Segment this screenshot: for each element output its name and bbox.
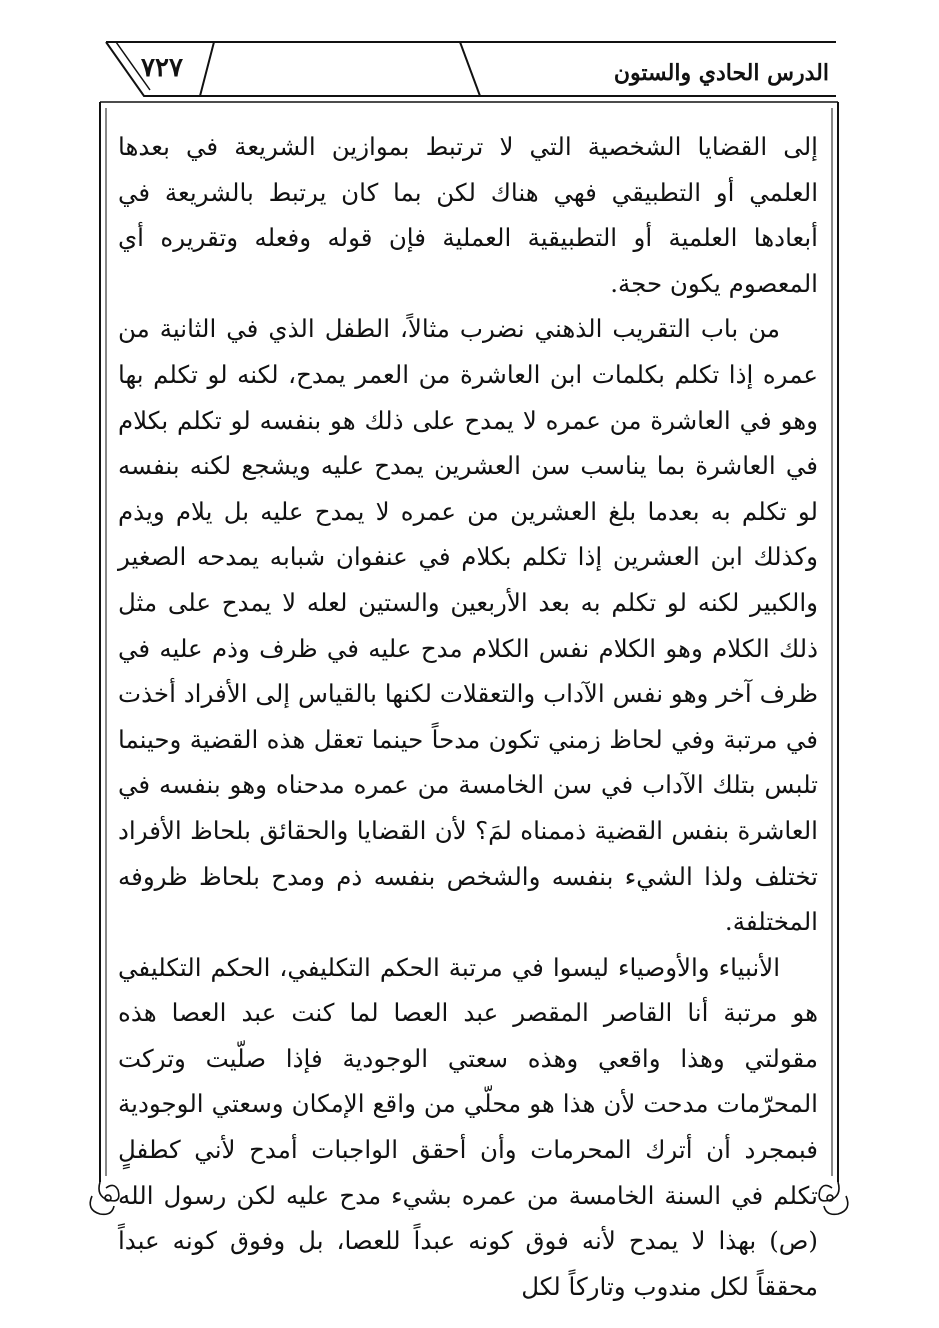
paragraph: إلى القضايا الشخصية التي لا ترتبط بموازين الشريعة في بعدها العلمي أو التطبيقي فهي هناك لكن بما كان يرتبط بالشريعة في أبعادها العلمية أو التطبيقية العملية فإن قوله وفعله وتقريره أي المعصوم يكون حجة.: [118, 132, 819, 298]
paragraph: الأنبياء والأوصياء ليسوا في مرتبة الحكم التكليفي، الحكم التكليفي هو مرتبة أنا القاصر المقصر عبد العصا لما كنت عبد العصا هذه مقولتي وهذا واقعي وهذه سعتي الوجودية فإذا صلّيت وتركت المحرّمات مدحت لأن هذا هو محلّي من واقع الإمكان وسعتي الوجودية فبمجرد أن أترك المحرمات وأن أحقق الواجبات أمدح لأني كطفلٍ تكلم في السنة الخامسة من عمره بشيء مدح عليه لكن رسول الله (ص) بهذا لا يمدح لأنه فوق كونه عبداً للعصا، بل وفوق كونه عبداً محققاً لكل مندوب وتاركاً لكل: [118, 952, 818, 1301]
corner-ornament-left-icon: [90, 1182, 119, 1214]
page-number: ٧٢٧: [141, 53, 183, 83]
paragraph: من باب التقريب الذهني نضرب مثالاً، الطفل الذي في الثانية من عمره إذا تكلم بكلمات ابن العاشرة من العمر يمدح، لكنه لو تكلم بها وهو في العاشرة من عمره لا يمدح على ذلك هو بنفسه لو تكلم بكلام في العاشرة بما يناسب سن العشرين يمدح عليه ويشجع لكنه بنفسه لو تكلم به بعدما بلغ العشرين من عمره لا يمدح عليه بل يلام ويذم وكذلك ابن العشرين إذا تكلم بكلام في عنفوان شبابه يمدحه الصغير والكبير لكنه لو تكلم به بعد الأربعين والستين لعله لا يمدح على مثل ذلك الكلام وهو الكلام نفس الكلام مدح عليه في ظرف وذم عليه في ظرف آخر وهو نفس الآداب والتعقلات لكنها بالقياس إلى الأفراد أخذت في مرتبة وفي لحاظ زمني تكون مدحاً حينما تعقل هذه القضية وحينما تلبس بتلك الآداب في سن الخامسة من عمره مدحناه وهو بنفسه في العاشرة بنفس القضية ذممناه لمَ؟ لأن القضايا والحقائق بلحاظ الأفراد تختلف ولذا الشيء بنفسه والشخص بنفسه ذم ومدح بلحاظ ظروفه المختلفة.: [118, 314, 818, 937]
body-text: [118, 124, 818, 1309]
corner-ornament-right-icon: [819, 1182, 848, 1214]
running-title: الدرس الحادي والستون: [613, 60, 829, 86]
